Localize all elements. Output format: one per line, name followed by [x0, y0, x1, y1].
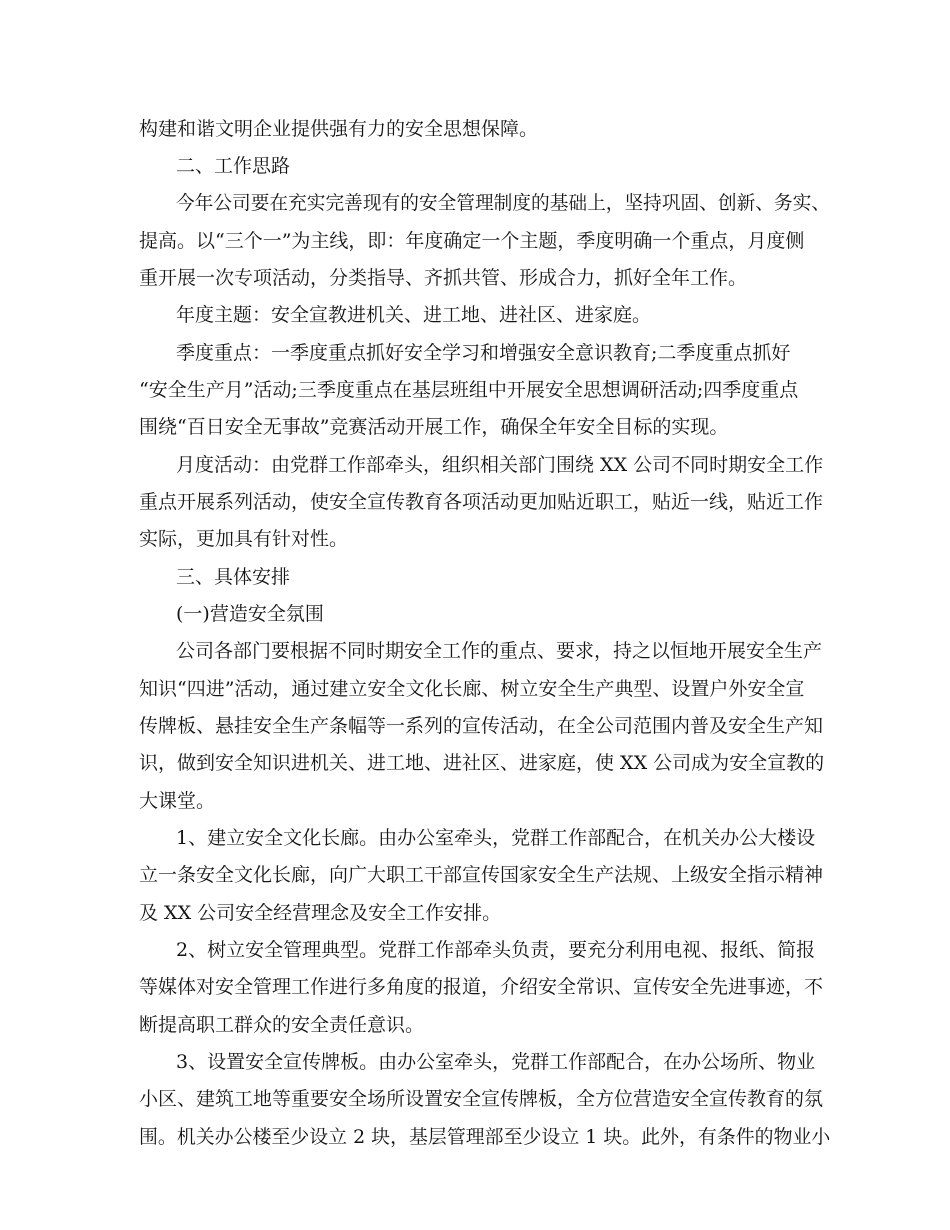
paragraph-line: 等媒体对安全管理工作进行多角度的报道，介绍安全常识、宣传安全先进事迹，不 — [139, 976, 824, 998]
paragraph-line: 今年公司要在充实完善现有的安全管理制度的基础上，坚持巩固、创新、务实、 — [176, 192, 831, 214]
paragraph-line: 识，做到安全知识进机关、进工地、进社区、进家庭，使 XX 公司成为安全宣教的 — [139, 752, 825, 774]
paragraph-line: 提高。以“三个一”为主线，即：年度确定一个主题，季度明确一个重点，月度侧 — [139, 230, 805, 252]
section-heading: 二、工作思路 — [176, 155, 291, 177]
paragraph-line: 2、树立安全管理典型。党群工作部牵头负责，要充分利用电视、报纸、简报 — [176, 939, 816, 961]
paragraph-line: 小区、建筑工地等重要安全场所设置安全宣传牌板，全方位营造安全宣传教育的氛 — [139, 1088, 824, 1110]
paragraph-line: 围绕“百日安全无事故”竞赛活动开展工作，确保全年安全目标的实现。 — [139, 416, 729, 438]
section-heading: 三、具体安排 — [176, 566, 291, 588]
subsection-heading: (一)营造安全氛围 — [176, 603, 324, 625]
paragraph-line: 大课堂。 — [139, 790, 216, 812]
paragraph-line: 实际，更加具有针对性。 — [139, 528, 349, 550]
paragraph-line: 传牌板、悬挂安全生产条幅等一系列的宣传活动，在全公司范围内普及安全生产知 — [139, 715, 824, 737]
paragraph-line: 1、建立安全文化长廊。由办公室牵头，党群工作部配合，在机关办公大楼设 — [176, 827, 816, 849]
paragraph-line: 重点开展系列活动，使安全宣传教育各项活动更加贴近职工，贴近一线，贴近工作 — [139, 491, 824, 513]
paragraph-line: 3、设置安全宣传牌板。由办公室牵头，党群工作部配合，在办公场所、物业 — [176, 1051, 816, 1073]
paragraph-line: 重开展一次专项活动，分类指导、齐抓共管、形成合力，抓好全年工作。 — [139, 267, 748, 289]
paragraph-line: “安全生产月”活动;三季度重点在基层班组中开展安全思想调研活动;四季度重点 — [139, 379, 799, 401]
paragraph-line: 及 XX 公司安全经营理念及安全工作安排。 — [139, 902, 502, 924]
paragraph-line: 公司各部门要根据不同时期安全工作的重点、要求，持之以恒地开展安全生产 — [176, 640, 823, 662]
paragraph-line: 年度主题：安全宣教进机关、进工地、进社区、进家庭。 — [176, 304, 652, 326]
paragraph-line: 立一条安全文化长廊，向广大职工干部宣传国家安全生产法规、上级安全指示精神 — [139, 864, 824, 886]
paragraph-line: 季度重点：一季度重点抓好安全学习和增强安全意识教育;二季度重点抓好 — [176, 342, 791, 364]
paragraph-line: 月度活动：由党群工作部牵头，组织相关部门围绕 XX 公司不同时期安全工作 — [176, 454, 824, 476]
paragraph-line: 构建和谐文明企业提供强有力的安全思想保障。 — [139, 118, 539, 140]
paragraph-line: 知识“四进”活动，通过建立安全文化长廊、树立安全生产典型、设置户外安全宣 — [139, 678, 805, 700]
paragraph-line: 围。机关办公楼至少设立 2 块，基层管理部至少设立 1 块。此外，有条件的物业小 — [139, 1126, 831, 1148]
paragraph-line: 断提高职工群众的安全责任意识。 — [139, 1014, 425, 1036]
